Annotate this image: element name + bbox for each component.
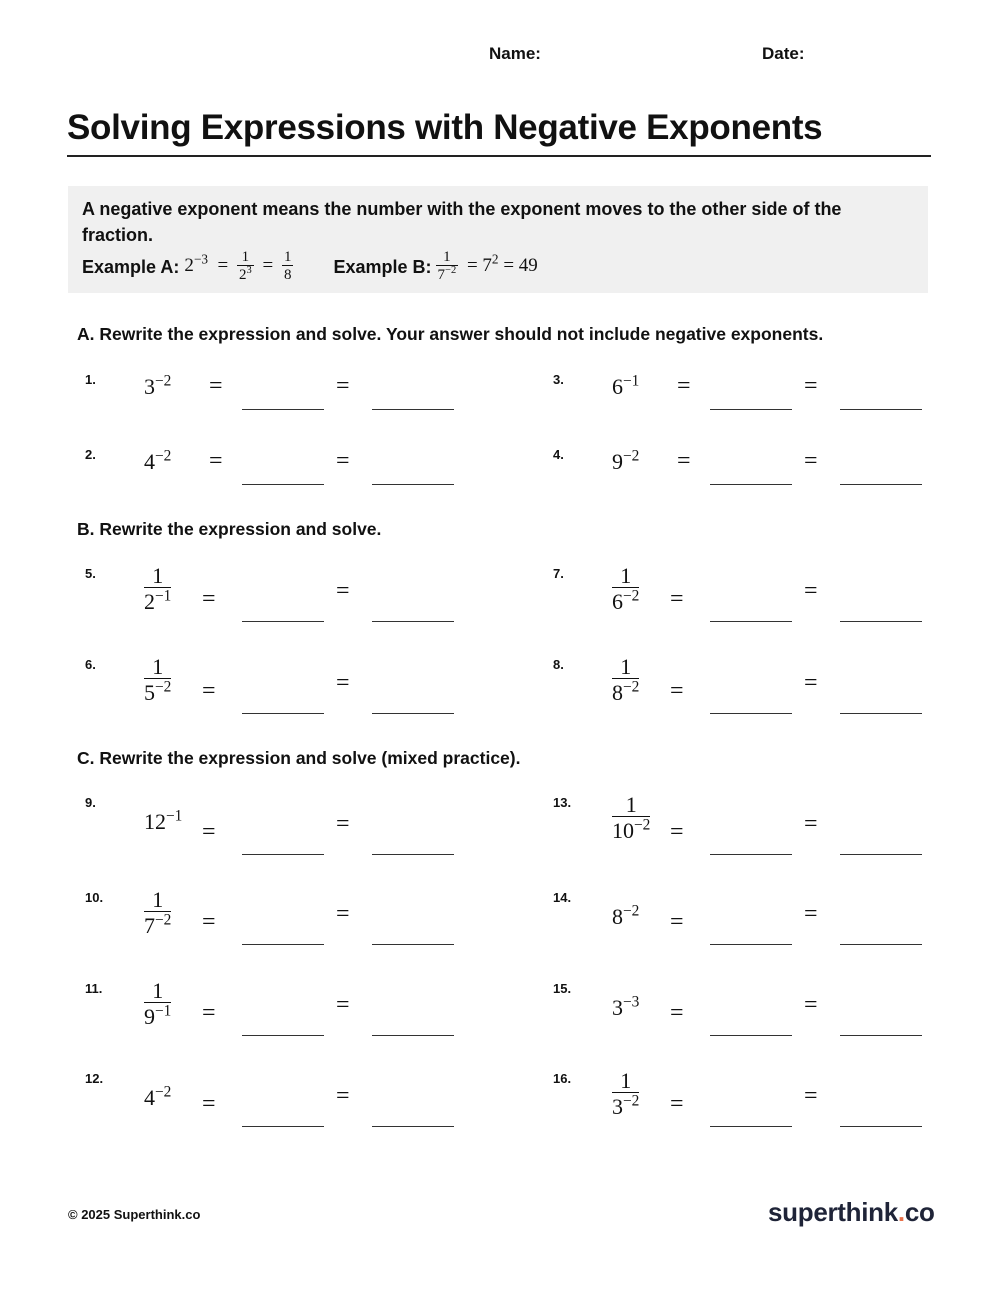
equals-sign: = (670, 1000, 684, 1026)
equals-sign: = (336, 448, 350, 474)
problem-expression: $3^{-2}$ (144, 372, 172, 399)
answer-blank-solution[interactable] (840, 713, 922, 715)
example-b-label: Example B: (333, 256, 432, 277)
answer-blank-rewrite[interactable] (242, 944, 324, 946)
problem-expression: 1 $7^{-2}$ (144, 887, 172, 939)
problem-number: 4. (553, 447, 564, 462)
info-text: A negative exponent means the number with the exponent moves to the other side of the fraction. (82, 199, 842, 245)
info-box (68, 186, 928, 293)
answer-blank-rewrite[interactable] (710, 854, 792, 856)
date-label: Date: (762, 44, 805, 63)
equals-sign: = (202, 678, 216, 704)
equals-sign: = (670, 819, 684, 845)
equals-sign: = (670, 909, 684, 935)
problem-13 (553, 792, 933, 855)
problem-3 (553, 372, 933, 410)
equals-sign: = (677, 373, 691, 399)
problem-number: 5. (85, 566, 96, 581)
problem-14 (553, 890, 933, 945)
problem-expression: 1 $8^{-2}$ (612, 654, 640, 706)
answer-blank-rewrite[interactable] (242, 1126, 324, 1128)
answer-blank-solution[interactable] (840, 1126, 922, 1128)
answer-blank-solution[interactable] (840, 944, 922, 946)
answer-blank-solution[interactable] (840, 621, 922, 623)
equals-sign: = (336, 992, 350, 1018)
equals-sign: = (336, 373, 350, 399)
equals-sign: = (804, 448, 818, 474)
equals-sign: = (670, 678, 684, 704)
problem-number: 11. (85, 981, 103, 996)
problem-expression: $4^{-2}$ (144, 447, 172, 474)
problem-expression: $6^{-1}$ (612, 372, 640, 399)
copyright: © 2025 Superthink.co (68, 1207, 201, 1222)
equals-sign: = (336, 811, 350, 837)
equals-sign: = (202, 1000, 216, 1026)
problem-8 (553, 654, 933, 714)
page-title: Solving Expressions with Negative Exponents (67, 108, 823, 147)
equals-sign: = (670, 586, 684, 612)
answer-blank-solution[interactable] (840, 484, 922, 486)
answer-blank-rewrite[interactable] (242, 854, 324, 856)
problem-expression: 1 $5^{-2}$ (144, 654, 172, 706)
problem-16 (553, 1068, 933, 1127)
answer-blank-solution[interactable] (840, 409, 922, 411)
equals-sign: = (202, 1091, 216, 1117)
problem-9 (85, 795, 465, 855)
answer-blank-rewrite[interactable] (242, 621, 324, 623)
problem-expression: $12^{-1}$ (144, 807, 183, 834)
equals-sign: = (336, 1083, 350, 1109)
problem-number: 16. (553, 1071, 572, 1086)
problem-expression: 1 $9^{-1}$ (144, 978, 172, 1030)
problem-number: 10. (85, 890, 104, 905)
equals-sign: = (209, 448, 223, 474)
answer-blank-rewrite[interactable] (242, 1035, 324, 1037)
problem-number: 15. (553, 981, 572, 996)
example-b-expr: $\frac{1}{7^{-2}}$ = $7^2 = 49$ (437, 249, 538, 283)
answer-blank-solution[interactable] (372, 621, 454, 623)
superthink-logo: superthink.co (768, 1197, 935, 1227)
problem-number: 6. (85, 657, 96, 672)
answer-blank-rewrite[interactable] (710, 409, 792, 411)
section-c-heading: C. Rewrite the expression and solve (mixed practice). (77, 748, 521, 768)
equals-sign: = (202, 909, 216, 935)
problem-6 (85, 654, 465, 714)
problem-expression: $4^{-2}$ (144, 1083, 172, 1110)
problem-number: 3. (553, 372, 564, 387)
problem-1 (85, 372, 465, 410)
examples-row (82, 250, 914, 283)
problem-5 (85, 563, 465, 622)
example-a-expr: $2^{-3}$ = $\frac{1}{2^3}$ = $\frac{1}{8}$ (184, 249, 292, 283)
equals-sign: = (202, 819, 216, 845)
problem-number: 2. (85, 447, 96, 462)
equals-sign: = (336, 578, 350, 604)
equals-sign: = (804, 992, 818, 1018)
answer-blank-rewrite[interactable] (710, 944, 792, 946)
problem-expression: $3^{-3}$ (612, 993, 640, 1020)
answer-blank-rewrite[interactable] (710, 713, 792, 715)
problem-7 (553, 563, 933, 622)
answer-blank-rewrite[interactable] (242, 713, 324, 715)
equals-sign: = (804, 670, 818, 696)
answer-blank-solution[interactable] (840, 1035, 922, 1037)
answer-blank-solution[interactable] (372, 854, 454, 856)
answer-blank-rewrite[interactable] (710, 484, 792, 486)
problem-number: 7. (553, 566, 564, 581)
example-a-label: Example A: (82, 256, 180, 277)
answer-blank-solution[interactable] (840, 854, 922, 856)
answer-blank-solution[interactable] (372, 409, 454, 411)
equals-sign: = (804, 811, 818, 837)
problem-number: 12. (85, 1071, 104, 1086)
equals-sign: = (804, 578, 818, 604)
problem-12 (85, 1071, 465, 1127)
problem-expression: $8^{-2}$ (612, 902, 640, 929)
answer-blank-solution[interactable] (372, 484, 454, 486)
problem-number: 13. (553, 795, 572, 810)
answer-blank-solution[interactable] (372, 1035, 454, 1037)
section-b-heading: B. Rewrite the expression and solve. (77, 519, 382, 539)
answer-blank-solution[interactable] (372, 944, 454, 946)
problem-10 (85, 887, 465, 945)
equals-sign: = (804, 373, 818, 399)
problem-expression: $9^{-2}$ (612, 447, 640, 474)
equals-sign: = (670, 1091, 684, 1117)
answer-blank-rewrite[interactable] (242, 409, 324, 411)
problem-expression: 1 $3^{-2}$ (612, 1068, 640, 1120)
answer-blank-rewrite[interactable] (242, 484, 324, 486)
problem-2 (85, 447, 465, 485)
answer-blank-rewrite[interactable] (710, 621, 792, 623)
problem-expression: 1 $10^{-2}$ (612, 792, 651, 844)
problem-11 (85, 978, 465, 1036)
title-divider (67, 155, 931, 157)
problem-15 (553, 981, 933, 1036)
answer-blank-rewrite[interactable] (710, 1035, 792, 1037)
equals-sign: = (677, 448, 691, 474)
section-a-heading: A. Rewrite the expression and solve. Your answer should not include negative exponents. (77, 324, 824, 344)
problem-expression: 1 $6^{-2}$ (612, 563, 640, 615)
equals-sign: = (336, 670, 350, 696)
equals-sign: = (804, 901, 818, 927)
answer-blank-solution[interactable] (372, 1126, 454, 1128)
name-label: Name: (489, 44, 541, 63)
problem-number: 9. (85, 795, 96, 810)
problem-expression: 1 $2^{-1}$ (144, 563, 172, 615)
problem-4 (553, 447, 933, 485)
answer-blank-rewrite[interactable] (710, 1126, 792, 1128)
problem-number: 1. (85, 372, 96, 387)
equals-sign: = (209, 373, 223, 399)
equals-sign: = (804, 1083, 818, 1109)
answer-blank-solution[interactable] (372, 713, 454, 715)
equals-sign: = (336, 901, 350, 927)
problem-number: 14. (553, 890, 572, 905)
problem-number: 8. (553, 657, 564, 672)
equals-sign: = (202, 586, 216, 612)
